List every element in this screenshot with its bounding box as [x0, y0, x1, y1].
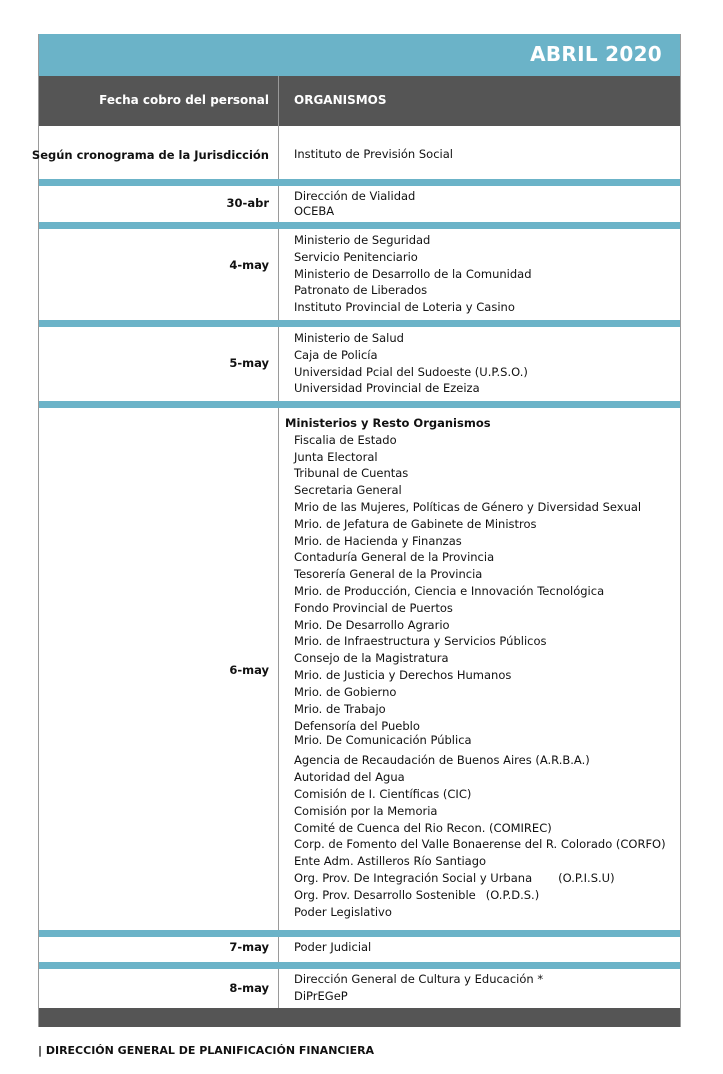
- row-organisms: [294, 146, 453, 163]
- column-divider: [278, 76, 279, 1008]
- row-organisms: [294, 188, 415, 220]
- row-organisms: [294, 232, 532, 316]
- row-separator: [39, 320, 680, 327]
- organism-item: Poder Legislativo: [294, 904, 392, 919]
- group-heading: Ministerios y Resto Organismos: [285, 416, 491, 430]
- organism-item: Mrio. de Hacienda y Finanzas: [294, 533, 462, 548]
- organism-item: Comisión por la Memoria: [294, 803, 438, 818]
- organism-name: Org. Prov. De Integración Social y Urbana: [294, 870, 533, 885]
- organism-item: Comisión de I. Científicas (CIC): [294, 786, 472, 801]
- organism-item: Mrio de las Mujeres, Políticas de Género y Diversidad Sexual: [294, 499, 642, 514]
- organism-item: Mrio. De Desarrollo Agrario: [294, 617, 450, 632]
- organism-acronym: (O.P.I.S.U): [558, 870, 615, 885]
- row-date: Según cronograma de la Jurisdicción: [31, 148, 269, 162]
- organism-item: Instituto Provincial de Loteria y Casino: [294, 300, 515, 315]
- organism-item: Dirección General de Cultura y Educación *: [294, 972, 544, 986]
- row-date: 4-may: [229, 258, 269, 272]
- organism-item: Mrio. de Producción, Ciencia e Innovación Tecnológica: [294, 583, 605, 598]
- organism-name: Org. Prov. Desarrollo Sostenible: [294, 887, 476, 902]
- organism-item: Comité de Cuenca del Rio Recon. (COMIREC): [294, 820, 552, 835]
- organism-item: Instituto de Previsión Social: [294, 147, 453, 161]
- row-organisms: [285, 415, 666, 920]
- organism-item: Mrio. de Infraestructura y Servicios Públicos: [294, 634, 547, 649]
- footer-department-label: | DIRECCIÓN GENERAL DE PLANIFICACIÓN FINANCIERA: [38, 1044, 375, 1057]
- row-date: 5-may: [229, 356, 269, 370]
- organism-item: Fondo Provincial de Puertos: [294, 600, 453, 615]
- organism-item: Patronato de Liberados: [294, 283, 428, 298]
- date-column-header: Fecha cobro del personal: [99, 93, 269, 107]
- organism-item: Contaduría General de la Provincia: [294, 550, 495, 565]
- page-title: ABRIL 2020: [530, 42, 662, 66]
- row-date: 7-may: [229, 940, 269, 954]
- row-date: 8-may: [229, 981, 269, 995]
- organism-item: Universidad Pcial del Sudoeste (U.P.S.O.): [294, 364, 528, 379]
- organism-item: Dirección de Vialidad: [294, 189, 416, 203]
- organism-item: Corp. de Fomento del Valle Bonaerense del R. Colorado (CORFO): [294, 837, 666, 852]
- organism-item: Poder Judicial: [294, 940, 372, 954]
- organism-item: Mrio. de Trabajo: [294, 701, 386, 716]
- organism-item: Junta Electoral: [294, 449, 378, 464]
- row-organisms: [294, 939, 371, 956]
- organism-item: Tribunal de Cuentas: [294, 466, 409, 481]
- organism-item: DiPrEGeP: [294, 988, 348, 1003]
- organism-item: OCEBA: [294, 203, 335, 218]
- row-organisms: [294, 971, 543, 1005]
- row-separator: [39, 179, 680, 186]
- organism-item: Consejo de la Magistratura: [294, 651, 449, 666]
- organism-item: Caja de Policía: [294, 347, 378, 362]
- organism-item: Mrio. de Jefatura de Gabinete de Ministros: [294, 516, 537, 531]
- organism-item: Ente Adm. Astilleros Río Santiago: [294, 854, 487, 869]
- organism-item: Servicio Penitenciario: [294, 249, 418, 264]
- payment-schedule-table: [31, 34, 681, 1027]
- organism-item: Fiscalia de Estado: [294, 432, 397, 447]
- row-separator: [39, 930, 680, 937]
- organism-item: Mrio. De Comunicación Pública: [294, 733, 472, 748]
- row-separator: [39, 222, 680, 229]
- organism-item: Ministerio de Desarrollo de la Comunidad: [294, 266, 532, 281]
- organism-item: Secretaria General: [294, 483, 402, 498]
- organism-item: Autoridad del Agua: [294, 770, 405, 785]
- organism-item: Universidad Provincial de Ezeiza: [294, 381, 480, 396]
- organism-item: Mrio. de Gobierno: [294, 684, 397, 699]
- organism-item: Ministerio de Seguridad: [294, 233, 431, 247]
- title-bar: [39, 34, 680, 76]
- row-separator: [39, 962, 680, 969]
- table-footer-bar: [39, 1008, 680, 1027]
- row-date: 6-may: [229, 663, 269, 677]
- organism-item: Mrio. de Justicia y Derechos Humanos: [294, 667, 512, 682]
- row-organisms: [294, 330, 528, 397]
- organism-acronym: (O.P.D.S.): [485, 887, 540, 902]
- row-date: 30-abr: [226, 196, 269, 210]
- organism-item: Ministerio de Salud: [294, 331, 404, 345]
- organism-item: Agencia de Recaudación de Buenos Aires (A.R.B.A.): [294, 753, 590, 768]
- organism-item: Tesorería General de la Provincia: [294, 567, 483, 582]
- organisms-column-header: ORGANISMOS: [294, 93, 387, 107]
- organism-item: Defensoría del Pueblo: [294, 719, 420, 734]
- organism-item: [294, 887, 666, 904]
- row-separator: [39, 401, 680, 408]
- table-header: [39, 76, 680, 126]
- organism-item: [294, 870, 666, 887]
